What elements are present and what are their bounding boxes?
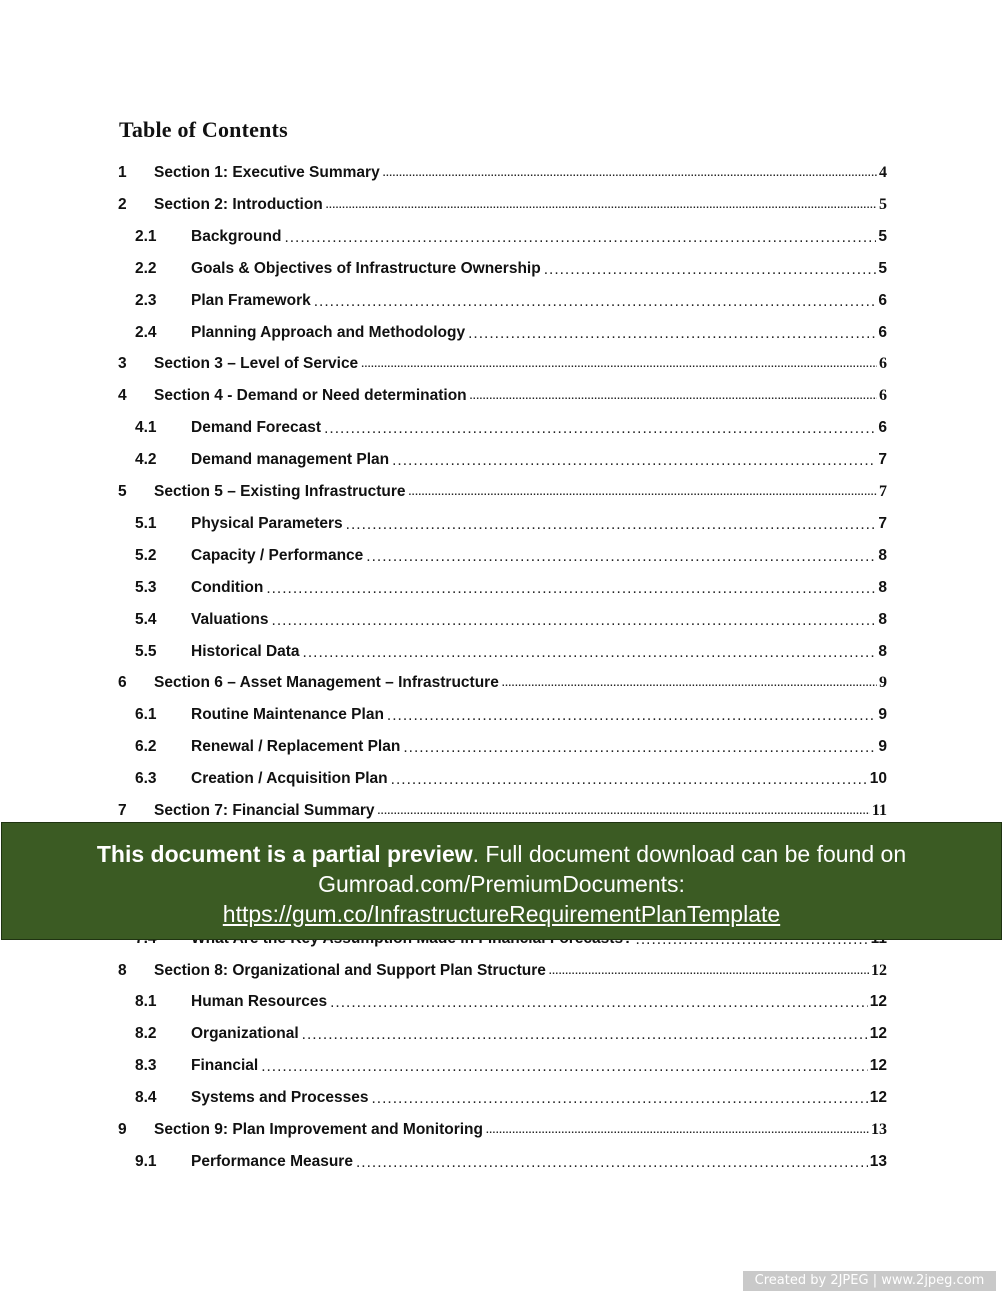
- toc-dot-leader: [302, 1027, 868, 1043]
- toc-section-entry[interactable]: [118, 383, 887, 405]
- toc-entry-title: Background: [191, 227, 282, 245]
- toc-entry-number: 9: [118, 1121, 127, 1138]
- banner-line-1: [2, 839, 1001, 869]
- preview-banner: [1, 822, 1002, 940]
- toc-dot-leader: [346, 517, 877, 533]
- toc-page-number: 7: [878, 451, 887, 469]
- toc-entry-number: 2.1: [135, 227, 157, 245]
- toc-entry-title: Demand management Plan: [191, 451, 390, 469]
- toc-entry-number: 8.1: [135, 993, 157, 1011]
- toc-page-number: 12: [869, 1025, 887, 1043]
- toc-title: Table of Contents: [119, 117, 288, 142]
- toc-subsection-entry[interactable]: [135, 1149, 887, 1171]
- toc-entry-number: 6.3: [135, 770, 157, 788]
- toc-dot-leader: [392, 453, 876, 469]
- toc-dot-leader: [261, 1059, 868, 1075]
- toc-entry-number: 6: [118, 674, 127, 692]
- toc-page-number: 12: [869, 993, 887, 1011]
- toc-entry-title: Renewal / Replacement Plan: [191, 738, 401, 756]
- watermark: Created by 2JPEG | www.2jpeg.com: [743, 1271, 996, 1291]
- toc-page-number: 6: [878, 419, 887, 437]
- toc-entry-title: Creation / Acquisition Plan: [191, 770, 388, 788]
- toc-dot-leader: [486, 1123, 869, 1139]
- toc-subsection-entry[interactable]: [135, 447, 887, 469]
- toc-subsection-entry[interactable]: [135, 639, 887, 661]
- toc-page-number: 9: [879, 674, 887, 692]
- toc-entry-title: Routine Maintenance Plan: [191, 706, 384, 724]
- toc-section-entry[interactable]: [118, 670, 887, 692]
- toc-section-entry[interactable]: [118, 160, 887, 182]
- toc-dot-leader: [549, 964, 869, 980]
- toc-page-number: 7: [878, 514, 887, 532]
- toc-subsection-entry[interactable]: [135, 1021, 887, 1043]
- toc-page-number: 6: [879, 387, 887, 405]
- toc-entry-number: 5: [118, 483, 127, 500]
- toc-subsection-entry[interactable]: [135, 224, 887, 246]
- toc-entry-number: 2.2: [135, 259, 157, 277]
- toc-dot-leader: [324, 421, 876, 437]
- toc-entry-number: 8.3: [135, 1057, 157, 1075]
- toc-page-number: 5: [878, 259, 887, 277]
- toc-entry-title: Section 3 – Level of Service: [154, 355, 359, 373]
- toc-entry-title: Planning Approach and Methodology: [191, 323, 466, 341]
- toc-section-entry[interactable]: [118, 351, 887, 373]
- banner-text: . Full document download can be found on: [472, 841, 907, 867]
- toc-entry-number: 3: [118, 355, 127, 373]
- toc-subsection-entry[interactable]: [135, 288, 887, 310]
- toc-entry-number: 8.4: [135, 1089, 157, 1107]
- toc-dot-leader: [470, 389, 877, 405]
- toc-dot-leader: [409, 485, 877, 501]
- toc-dot-leader: [403, 740, 876, 756]
- toc-entry-number: 2.3: [135, 291, 157, 309]
- toc-entry-title: Systems and Processes: [191, 1089, 369, 1107]
- toc-subsection-entry[interactable]: [135, 989, 887, 1011]
- toc-entry-title: Section 9: Plan Improvement and Monitoring: [154, 1121, 483, 1138]
- toc-entry-title: Section 7: Financial Summary: [154, 802, 375, 819]
- toc-dot-leader: [372, 1091, 868, 1107]
- toc-dot-leader: [391, 772, 868, 788]
- toc-dot-leader: [383, 166, 877, 182]
- toc-entry-title: Organizational: [191, 1025, 299, 1043]
- toc-dot-leader: [378, 804, 870, 820]
- banner-download-link[interactable]: https://gum.co/InfrastructureRequirementPlanTemplate: [222, 901, 781, 927]
- toc-entry-title: Valuations: [191, 610, 269, 628]
- toc-subsection-entry[interactable]: [135, 607, 887, 629]
- toc-entry-title: Financial: [191, 1057, 259, 1075]
- toc-entry-number: 1: [118, 164, 127, 181]
- toc-section-entry[interactable]: [118, 479, 887, 501]
- toc-subsection-entry[interactable]: [135, 734, 887, 756]
- toc-subsection-entry[interactable]: [135, 320, 887, 342]
- toc-section-entry[interactable]: [118, 1117, 887, 1139]
- toc-page-number: 8: [878, 610, 887, 628]
- toc-entry-title: Section 6 – Asset Management – Infrastructure: [154, 674, 499, 692]
- toc-subsection-entry[interactable]: [135, 415, 887, 437]
- toc-section-entry[interactable]: [118, 958, 887, 980]
- toc-page-number: 6: [878, 323, 887, 341]
- toc-page-number: 9: [878, 706, 887, 724]
- toc-dot-leader: [330, 995, 868, 1011]
- toc-entry-title: Section 8: Organizational and Support Plan Structure: [154, 961, 546, 979]
- toc-dot-leader: [502, 676, 877, 692]
- toc-subsection-entry[interactable]: [135, 1053, 887, 1075]
- toc-page-number: 12: [871, 961, 887, 979]
- toc-entry-title: Demand Forecast: [191, 419, 322, 437]
- toc-entry-number: 6.2: [135, 738, 157, 756]
- toc-dot-leader: [356, 1155, 868, 1171]
- toc-subsection-entry[interactable]: [135, 543, 887, 565]
- toc-dot-leader: [272, 613, 877, 629]
- toc-entry-title: Section 5 – Existing Infrastructure: [154, 483, 406, 500]
- toc-page-number: 13: [871, 1121, 887, 1138]
- toc-entry-number: 8.2: [135, 1025, 157, 1043]
- toc-dot-leader: [468, 326, 876, 342]
- toc-entry-title: Physical Parameters: [191, 514, 343, 532]
- toc-entry-number: 7: [118, 802, 127, 819]
- toc-subsection-entry[interactable]: [135, 511, 887, 533]
- toc-subsection-entry[interactable]: [135, 702, 887, 724]
- toc-page-number: 9: [878, 738, 887, 756]
- toc-entry-title: Section 4 - Demand or Need determination: [154, 387, 467, 405]
- toc-entry-title: Human Resources: [191, 993, 328, 1011]
- toc-page-number: 8: [878, 546, 887, 564]
- toc-entry-number: 2: [118, 195, 127, 213]
- toc-page-number: 12: [869, 1057, 887, 1075]
- toc-subsection-entry[interactable]: [135, 1085, 887, 1107]
- toc-dot-leader: [326, 198, 877, 214]
- toc-page-number: 8: [878, 578, 887, 596]
- toc-page-number: 5: [878, 227, 887, 245]
- toc-page-number: 7: [879, 483, 887, 500]
- toc-page-number: 13: [869, 1152, 887, 1170]
- toc-subsection-entry[interactable]: [135, 766, 887, 788]
- toc-subsection-entry[interactable]: [135, 256, 887, 278]
- toc-entry-number: 5.2: [135, 546, 157, 564]
- toc-page-number: 6: [879, 355, 887, 373]
- toc-entry-number: 5.3: [135, 578, 157, 596]
- toc-page-number: 12: [869, 1089, 887, 1107]
- toc-page-number: 4: [879, 164, 887, 181]
- toc-entry-number: 8: [118, 961, 127, 979]
- toc-entry-title: Section 2: Introduction: [154, 195, 323, 213]
- banner-bold-text: This document is a partial preview: [96, 841, 473, 867]
- toc-entry-number: 5.4: [135, 610, 157, 628]
- toc-section-entry[interactable]: [118, 798, 887, 820]
- toc-dot-leader: [314, 294, 877, 310]
- toc-dot-leader: [544, 262, 877, 278]
- toc-page-number: 6: [878, 291, 887, 309]
- banner-line-2: Gumroad.com/PremiumDocuments:: [318, 871, 685, 897]
- toc-entry-number: 4.1: [135, 419, 157, 437]
- toc-entry-title: Plan Framework: [191, 291, 311, 309]
- toc-page-number: 11: [871, 802, 887, 819]
- toc-entry-number: 2.4: [135, 323, 157, 341]
- toc-dot-leader: [387, 708, 876, 724]
- toc-entry-number: 4.2: [135, 451, 157, 469]
- toc-dot-leader: [303, 645, 877, 661]
- toc-dot-leader: [361, 357, 877, 373]
- toc-entry-number: 4: [118, 387, 127, 405]
- toc-entry-number: 9.1: [135, 1152, 157, 1170]
- toc-page-number: 10: [869, 770, 887, 788]
- toc-dot-leader: [366, 549, 876, 565]
- toc-entry-title: Section 1: Executive Summary: [154, 164, 380, 181]
- toc-page-number: 8: [878, 642, 887, 660]
- toc-entry-title: Capacity / Performance: [191, 546, 364, 564]
- toc-dot-leader: [266, 581, 876, 597]
- toc-entry-number: 5.1: [135, 514, 157, 532]
- toc-section-entry[interactable]: [118, 192, 887, 214]
- toc-entry-number: 6.1: [135, 706, 157, 724]
- toc-dot-leader: [284, 230, 876, 246]
- toc-entry-title: Condition: [191, 578, 264, 596]
- toc-entry-title: Historical Data: [191, 642, 300, 660]
- toc-subsection-entry[interactable]: [135, 575, 887, 597]
- toc-entry-number: 5.5: [135, 642, 157, 660]
- toc-entry-title: Goals & Objectives of Infrastructure Ownership: [191, 259, 541, 277]
- toc-page-number: 5: [879, 195, 887, 213]
- toc-entry-title: Performance Measure: [191, 1152, 353, 1170]
